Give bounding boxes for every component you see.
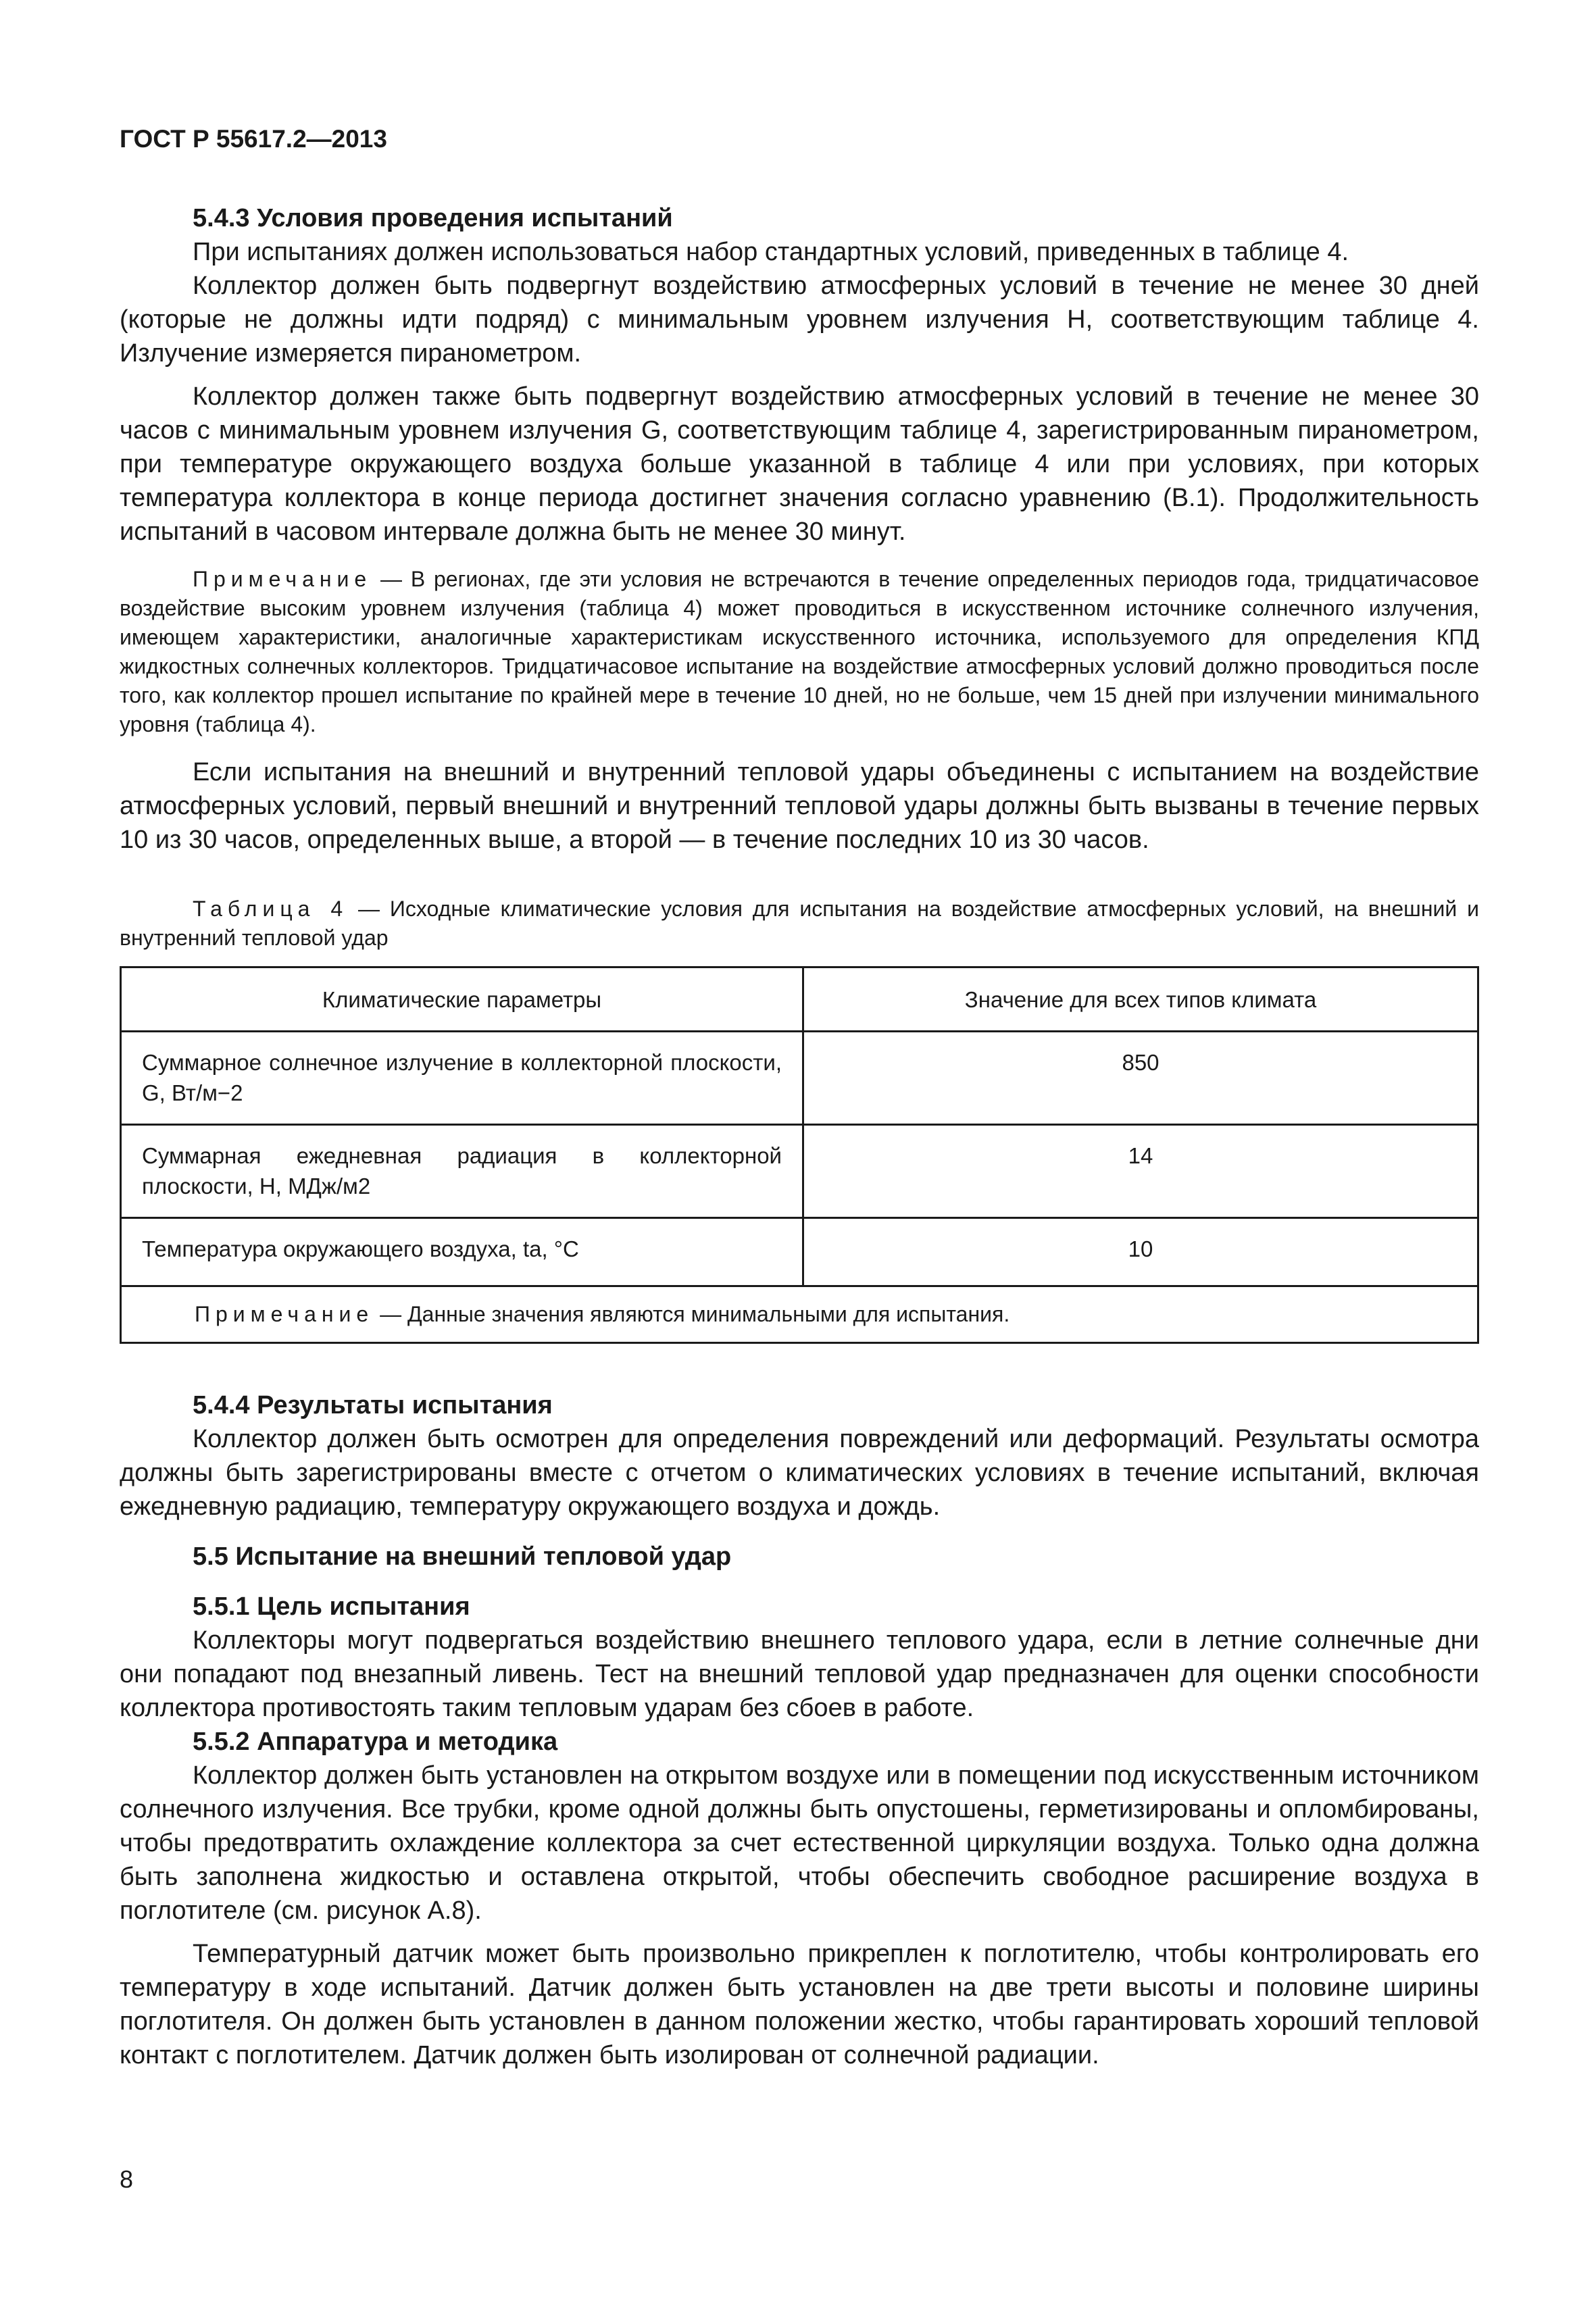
page-content <box>120 201 1479 2072</box>
note-label: Примечание <box>193 567 372 591</box>
section-5-5-1-title: 5.5.1 Цель испытания <box>193 1592 470 1621</box>
document-header: ГОСТ Р 55617.2—2013 <box>120 125 387 153</box>
table-cell-param: Суммарное солнечное излучение в коллекторной плоскости, G, Вт/м−2 <box>121 1032 803 1125</box>
table-cell-param: Температура окружающего воздуха, ta, °C <box>121 1218 803 1286</box>
table-note-text: — Данные значения являются минимальными для испытания. <box>374 1302 1010 1326</box>
note-text: — В регионах, где эти условия не встречаются в течение определенных периодов года, тридцатичасовое воздействие высоким уровнем излучения (таблица 4) может проводиться в искусственном источнике солнечного излучения, имеющем характеристики, аналогичные характеристикам искусственного источника, используемого для определения КПД жидкостных солнечных коллекторов. Тридцатичасовое испытание на воздействие атмосферных условий должно проводиться после того, как коллектор прошел испытание по крайней мере в течение 10 дней, но не больше, чем 15 дней при излучении минимального уровня (таблица 4). <box>120 567 1479 736</box>
paragraph: Коллектор должен быть подвергнут воздействию атмосферных условий в течение не менее 30 дней (которые не должны идти подряд) с минимальным уровнем излучения H, соответствующим таблице 4. Излучение измеряется пиранометром. <box>120 272 1479 368</box>
paragraph: Коллектор должен быть установлен на открытом воздухе или в помещении под искусственным источником солнечного излучения. Все трубки, кроме одной должны быть опустошены, герметизированы и опломбированы, чтобы предотвратить охлаждение коллектора за счет естественной циркуляции воздуха. Только одна должна быть заполнена жидкостью и оставлена открытой, чтобы обеспечить свободное расширение воздуха в поглотителе (см. рисунок А.8). <box>120 1761 1479 1925</box>
section-5-4-4-title: 5.4.4 Результаты испытания <box>193 1391 553 1419</box>
table-header-cell: Значение для всех типов климата <box>803 967 1478 1032</box>
table-cell-value: 10 <box>803 1218 1478 1286</box>
table-cell-value: 14 <box>803 1125 1478 1218</box>
section-5-4-3-title: 5.4.3 Условия проведения испытаний <box>193 204 673 232</box>
section-5-5-title: 5.5 Испытание на внешний тепловой удар <box>193 1542 732 1571</box>
table-caption-label: Таблица 4 <box>193 897 349 921</box>
paragraph: Если испытания на внешний и внутренний тепловой удары объединены с испытанием на воздействие атмосферных условий, первый внешний и внутренний тепловой удары должны быть вызваны в течение первых 10 из 30 часов, определенных выше, а второй — в течение последних 10 из 30 часов. <box>120 758 1479 854</box>
climate-table <box>120 966 1479 1344</box>
table-header-cell: Климатические параметры <box>121 967 803 1032</box>
table-note-row <box>121 1286 1478 1343</box>
table-caption <box>120 895 1479 953</box>
table-row <box>121 1218 1478 1286</box>
section-5-5-2-title: 5.5.2 Аппаратура и методика <box>193 1728 558 1756</box>
paragraph: Коллектор должен также быть подвергнут воздействию атмосферных условий в течение не менее 30 часов с минимальным уровнем излучения G, соответствующим таблице 4, зарегистрированным пиранометром, при температуре окружающего воздуха больше указанной в таблице 4 или при условиях, при которых температура коллектора в конце периода достигнет значения согласно уравнению (В.1). Продолжительность испытаний в часовом интервале должна быть не менее 30 минут. <box>120 382 1479 546</box>
note <box>120 565 1479 739</box>
paragraph: При испытаниях должен использоваться набор стандартных условий, приведенных в таблице 4. <box>193 238 1349 266</box>
table-row <box>121 1125 1478 1218</box>
page-number: 8 <box>120 2165 134 2193</box>
table-cell-value: 850 <box>803 1032 1478 1125</box>
table-note-label: Примечание <box>195 1302 374 1326</box>
paragraph: Температурный датчик может быть произвольно прикреплен к поглотителю, чтобы контролировать его температуру в ходе испытаний. Датчик должен быть установлен на две трети высоты и половине ширины поглотителя. Он должен быть установлен в данном положении жестко, чтобы гарантировать хороший тепловой контакт с поглотителем. Датчик должен быть изолирован от солнечной радиации. <box>120 1940 1479 2069</box>
table-header-row <box>121 967 1478 1032</box>
table-caption-text: — Исходные климатические условия для испытания на воздействие атмосферных условий, на внешний и внутренний тепловой удар <box>120 897 1480 950</box>
table-cell-param: Суммарная ежедневная радиация в коллекторной плоскости, H, МДж/м2 <box>121 1125 803 1218</box>
table-row <box>121 1032 1478 1125</box>
paragraph: Коллекторы могут подвергаться воздействию внешнего теплового удара, если в летние солнечные дни они попадают под внезапный ливень. Тест на внешний тепловой удар предназначен для оценки способности коллектора противостоять таким тепловым ударам без сбоев в работе. <box>120 1626 1479 1722</box>
paragraph: Коллектор должен быть осмотрен для определения повреждений или деформаций. Результаты осмотра должны быть зарегистрированы вместе с отчетом о климатических условиях в течение испытаний, включая ежедневную радиацию, температуру окружающего воздуха и дождь. <box>120 1425 1479 1521</box>
table-note <box>121 1286 1478 1343</box>
